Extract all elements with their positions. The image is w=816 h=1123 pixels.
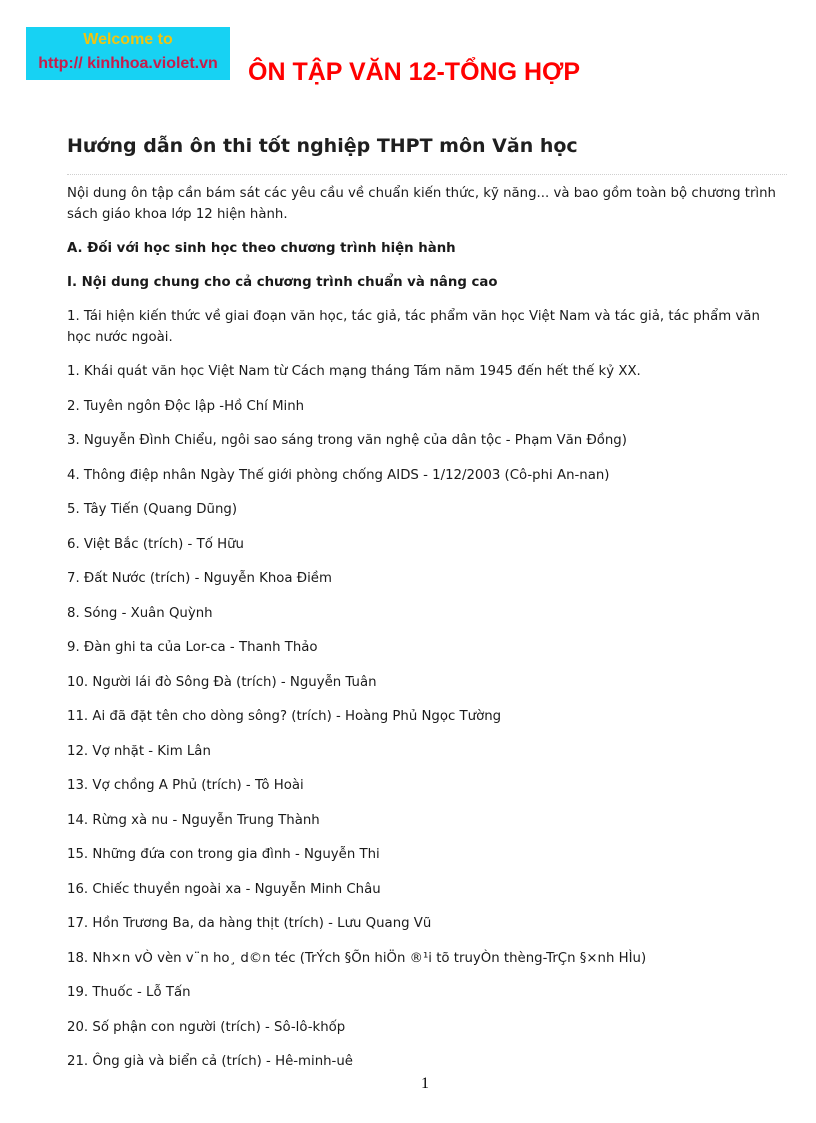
welcome-banner[interactable] — [26, 27, 230, 80]
list-item: 7. Đất Nước (trích) - Nguyễn Khoa Điềm — [67, 571, 332, 586]
list-item: 20. Số phận con người (trích) - Sô-lô-khốp — [67, 1019, 346, 1035]
list-item: 15. Những đứa con trong gia đình - Nguyễn Thi — [67, 847, 380, 862]
list-item: 14. Rừng xà nu - Nguyễn Trung Thành — [67, 812, 320, 828]
list-item: 21. Ông già và biển cả (trích) - Hê-minh-uê — [67, 1054, 353, 1069]
list-item: 17. Hồn Trương Ba, da hàng thịt (trích) - Lưu Quang Vũ — [67, 916, 432, 931]
list-item: 5. Tây Tiến (Quang Dũng) — [67, 502, 238, 517]
works-list — [67, 361, 787, 1072]
list-item: 11. Ai đã đặt tên cho dòng sông? (trích) - Hoàng Phủ Ngọc Tường — [67, 709, 502, 724]
section-title: Hướng dẫn ôn thi tốt nghiệp THPT môn Văn học — [67, 130, 787, 175]
list-item: 13. Vợ chồng A Phủ (trích) - Tô Hoài — [67, 778, 304, 793]
banner-welcome-text: Welcome to — [83, 31, 173, 48]
banner-url-link[interactable]: http:// kinhhoa.violet.vn — [38, 55, 218, 72]
list-item: 2. Tuyên ngôn Độc lập -Hồ Chí Minh — [67, 398, 305, 414]
list-item: 10. Người lái đò Sông Đà (trích) - Nguyễn Tuân — [67, 674, 377, 690]
list-item: 18. Nh×n vÒ vèn v¨n ho¸ d©n téc (TrÝch §Õn hiÖn ®¹i tõ truyÒn thèng-TrÇn §×nh HÌu) — [67, 950, 647, 966]
list-item: 9. Đàn ghi ta của Lor-ca - Thanh Thảo — [67, 640, 318, 655]
intro-paragraph: Nội dung ôn tập cần bám sát các yêu cầu về chuẩn kiến thức, kỹ năng... và bao gồm toàn bộ chương trình sách giáo khoa lớp 12 hiện hành. — [67, 186, 776, 222]
list-item: 4. Thông điệp nhân Ngày Thế giới phòng chống AIDS - 1/12/2003 (Cô-phi An-nan) — [67, 467, 610, 483]
list-item: 8. Sóng - Xuân Quỳnh — [67, 605, 213, 621]
list-item: 12. Vợ nhặt - Kim Lân — [67, 743, 211, 759]
list-item: 16. Chiếc thuyền ngoài xa - Nguyễn Minh Châu — [67, 881, 381, 897]
document-body — [67, 130, 787, 1072]
list-item: 3. Nguyễn Đình Chiểu, ngôi sao sáng trong văn nghệ của dân tộc - Phạm Văn Đồng) — [67, 433, 627, 448]
list-item: 1. Khái quát văn học Việt Nam từ Cách mạng tháng Tám năm 1945 đến hết thế kỷ XX. — [67, 364, 641, 379]
list-item: 6. Việt Bắc (trích) - Tố Hữu — [67, 536, 244, 552]
page-title: ÔN TẬP VĂN 12-TỔNG HỢP — [248, 58, 581, 86]
point-1-paragraph: 1. Tái hiện kiến thức về giai đoạn văn học, tác giả, tác phẩm văn học Việt Nam và tác giả, tác phẩm văn học nước ngoài. — [67, 309, 760, 345]
page-number: 1 — [421, 1075, 429, 1092]
heading-i: I. Nội dung chung cho cả chương trình chuẩn và nâng cao — [67, 275, 498, 290]
heading-a: A. Đối với học sinh học theo chương trình hiện hành — [67, 241, 456, 256]
list-item: 19. Thuốc - Lỗ Tấn — [67, 985, 191, 1000]
